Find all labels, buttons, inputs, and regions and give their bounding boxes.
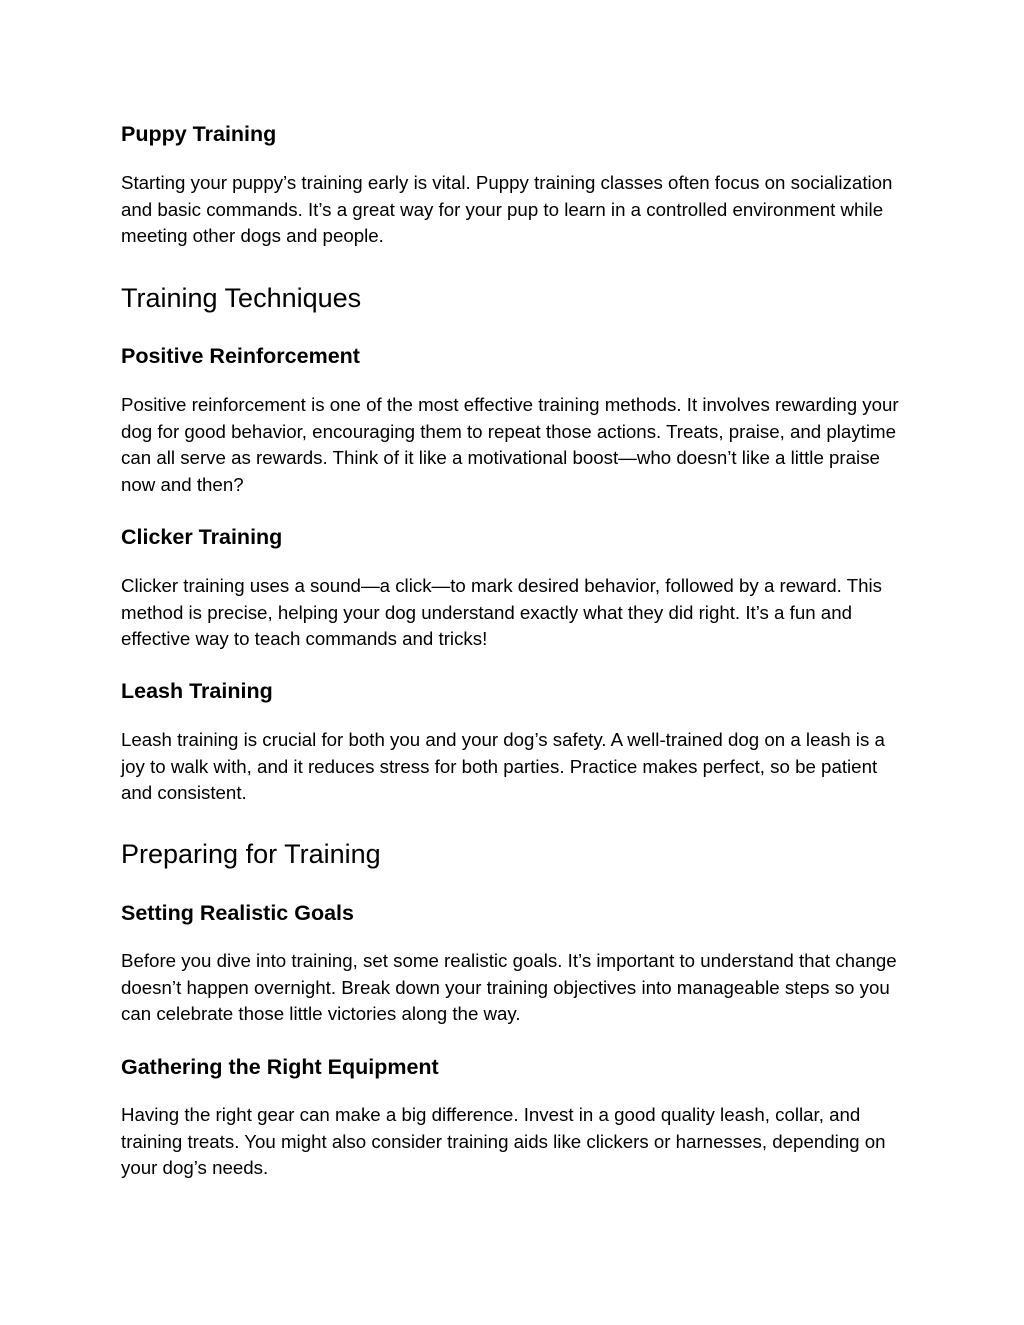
subheading-gathering-equipment: Gathering the Right Equipment: [121, 1055, 439, 1079]
subheading-leash-training: Leash Training: [121, 679, 273, 703]
paragraph-clicker-training: Clicker training uses a sound—a click—to mark desired behavior, followed by a reward. This method is precise, helping your dog understand exactly what they did right. It’s a fun and effective way to teach commands and tricks!: [121, 575, 882, 650]
subheading-puppy-training: Puppy Training: [121, 122, 277, 146]
paragraph-leash-training: Leash training is crucial for both you and your dog’s safety. A well-trained dog on a leash is a joy to walk with, and it reduces stress for both parties. Practice makes perfect, so be patient and consistent.: [121, 729, 885, 804]
paragraph-positive-reinforcement: Positive reinforcement is one of the most effective training methods. It involves rewarding your dog for good behavior, encouraging them to repeat those actions. Treats, praise, and playtime can all serve as rewards. Think of it like a motivational boost—who doesn’t like a little praise now and then?: [121, 394, 899, 495]
heading-training-techniques: Training Techniques: [121, 283, 362, 313]
subheading-clicker-training: Clicker Training: [121, 525, 283, 549]
paragraph-puppy-training: Starting your puppy’s training early is vital. Puppy training classes often focus on socialization and basic commands. It’s a great way for your pup to learn in a controlled environment while meeting other dogs and people.: [121, 172, 893, 247]
heading-preparing-for-training: Preparing for Training: [121, 839, 381, 869]
paragraph-setting-realistic-goals: Before you dive into training, set some realistic goals. It’s important to understand that change doesn’t happen overnight. Break down your training objectives into manageable steps so you can celebrate those little victories along the way.: [121, 950, 897, 1025]
subheading-positive-reinforcement: Positive Reinforcement: [121, 344, 360, 368]
paragraph-gathering-equipment: Having the right gear can make a big difference. Invest in a good quality leash, collar, and training treats. You might also consider training aids like clickers or harnesses, depending on your dog’s needs.: [121, 1104, 886, 1179]
subheading-setting-realistic-goals: Setting Realistic Goals: [121, 901, 354, 925]
